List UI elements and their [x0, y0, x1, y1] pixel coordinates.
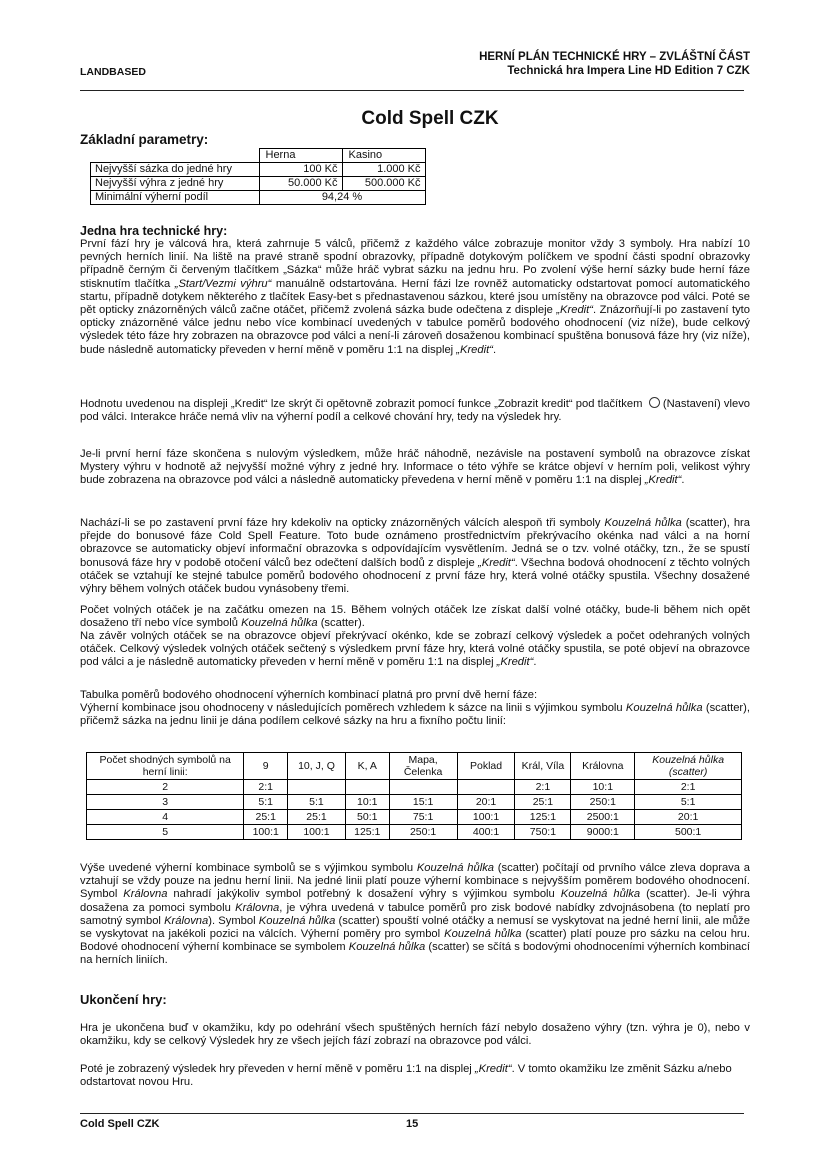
- payout-cell: 10:1: [345, 795, 389, 810]
- page-title: Cold Spell CZK: [361, 108, 499, 129]
- payout-cell: [389, 780, 457, 795]
- paytable: [86, 752, 742, 840]
- paytable-header: Kouzelná hůlka (scatter): [635, 753, 742, 780]
- paragraph-game-intro: První fází hry je válcová hra, která zahrnuje 5 válců, přičemž z každého válce zobrazuje monitor vždy 3 symboly. Hra nabízí 10 pevných herních linií. Na liště na pravé straně spodní obrazovky, případně dotykovým políčkem ve spodní části spodní obrazovky případně černým či červeným tlačítkem „Sázka“ může hráč vybrat sázku na jednu hru. Po zvolení výše herní sázky bude herní fáze stisknutím tlačítka „Start/Vezmi výhru“ manuálně odstartována. Herní fázi lze rovněž automaticky odstartovat pomocí automatického startu, případně dotykem některého z tlačítek Easy-bet s přednastavenou sázkou, které jsou umístěny na obrazovce pod válci. Poté se pět opticky znázorněných válců začne otáčet, přičemž zvolená sázka bude odečtena z displeje „Kredit“. Znázorňují-li po zastavení tyto opticky znázorněné válce jednu nebo více kombinací uvedených v tabulce poměrů bodového ohodnocení (viz níže), bude celkový výsledek této fáze hry zobrazen na obrazovce pod válci a není-li zároveň dosaženou kombinací spuštěna bonusová fáze hry (viz níže), bude následně automaticky převeden v herní měně v poměru 1:1 na displej „Kredit“.: [80, 238, 750, 356]
- payout-cell: 100:1: [457, 810, 515, 825]
- payout-cell: 2:1: [244, 780, 288, 795]
- paytable-header: Mapa, Čelenka: [389, 753, 457, 780]
- col-kasino: Kasino: [342, 149, 425, 163]
- basic-params-heading: Základní parametry:: [80, 132, 209, 147]
- game-section-heading: Jedna hra technické hry:: [80, 224, 228, 238]
- payout-cell: [288, 780, 346, 795]
- row-label: Nejvyšší sázka do jedné hry: [91, 163, 260, 177]
- payout-cell: 2:1: [635, 780, 742, 795]
- payout-cell: 5:1: [635, 795, 742, 810]
- paytable-header: Král, Víla: [515, 753, 571, 780]
- header-subtitle: Technická hra Impera Line HD Edition 7 CZK: [507, 65, 750, 77]
- settings-icon: [649, 397, 660, 408]
- value-kasino: 1.000 Kč: [342, 163, 425, 177]
- paytable-header: 10, J, Q: [288, 753, 346, 780]
- payout-cell: 125:1: [345, 825, 389, 840]
- payout-cell: 5:1: [288, 795, 346, 810]
- header-left: LANDBASED: [80, 66, 146, 78]
- col-herna: Herna: [259, 149, 342, 163]
- payout-cell: 2:1: [515, 780, 571, 795]
- paytable-row: [87, 810, 742, 825]
- paragraph-rules: Výše uvedené výherní kombinace symbolů se s výjimkou symbolu Kouzelná hůlka (scatter) počítají od prvního válce zleva doprava a vztahují se vždy pouze na jednu herní linii. Na jedné linii platí pouze výherní kombinace s nejvyšším poměrem bodového ohodnocení. Symbol Královna nahradí jakýkoliv symbol potřebný k dosažení výhry s výjimkou symbolu Kouzelná hůlka (scatter). Je-li výhra dosažena za pomoci symbolu Královna, je výhra uvedená v tabulce poměrů pro zisk bodové nabídky zdvojnásobena (to neplatí pro samotný symbol Královna). Symbol Kouzelná hůlka (scatter) spouští volné otáčky a nemusí se vyskytovat na jedné herní linii, ale může se vyskytovat na jakékoli pozici na válcích. Výherní poměry pro symbol Kouzelná hůlka (scatter) platí pouze pro sázku na celou hru. Bodové ohodnocení výherní kombinace se symbolem Kouzelná hůlka (scatter) se sčítá s bodovými ohodnoceními výherních kombinací na herních liniích.: [80, 862, 751, 967]
- footer-title: Cold Spell CZK: [80, 1118, 160, 1130]
- paytable-row: [87, 780, 742, 795]
- table-row: [91, 163, 426, 177]
- paragraph-mystery-win: Je-li první herní fáze skončena s nulovým výsledkem, může hráč náhodně, nezávisle na postavení symbolů na obrazovce získat Mystery výhru v hodnotě až nejvyšší možné výhry z jedné hry. Informace o této výhře se krátce objeví v herním poli, velikost výhry bude zobrazena na obrazovce pod válci a následně automaticky převedena v herní měně v poměru 1:1 na displej „Kredit“.: [80, 448, 750, 487]
- payout-cell: 15:1: [389, 795, 457, 810]
- paragraph-credit-display: Hodnotu uvedenou na displeji „Kredit“ lze skrýt či opětovně zobrazit pomocí funkce „Zobrazit kredit“ pod tlačítkem (Nastavení) vlevo pod válci. Interakce hráče nemá vliv na výherní podíl a celkové chování hry, tedy na výsledek hry.: [80, 398, 751, 424]
- table-row: [91, 177, 426, 191]
- row-label: Nejvyšší výhra z jedné hry: [91, 177, 260, 191]
- payout-cell: 20:1: [457, 795, 515, 810]
- paragraph-free-spins-end: Na závěr volných otáček se na obrazovce objeví překrývací okénko, kde se zobrazí celkový výsledek a počet odehraných volných otáček. Celkový výsledek volných otáček sečtený s výsledkem první fáze hry, která volné otáčky spustila, se poté objeví na obrazovce pod válci a je následně automaticky převeden v herní měně v poměru 1:1 na displej „Kredit“.: [80, 630, 750, 669]
- rtp-value: 94,24 %: [259, 191, 425, 205]
- payout-cell: 5:1: [244, 795, 288, 810]
- payout-cell: [457, 780, 515, 795]
- table-header-row: [91, 149, 426, 163]
- payout-cell: 75:1: [389, 810, 457, 825]
- value-herna: 50.000 Kč: [259, 177, 342, 191]
- row-label: Minimální výherní podíl: [91, 191, 260, 205]
- paytable-header: 9: [244, 753, 288, 780]
- payout-cell: 400:1: [457, 825, 515, 840]
- payout-cell: 2500:1: [571, 810, 635, 825]
- value-kasino: 500.000 Kč: [342, 177, 425, 191]
- payout-cell: 25:1: [288, 810, 346, 825]
- paytable-header-row: [87, 753, 742, 780]
- paragraph-free-spins-count: Počet volných otáček je na začátku omezen na 15. Během volných otáček lze získat další volné otáčky, bude-li během nich opět dosaženo tří nebo více symbolů Kouzelná hůlka (scatter).: [80, 604, 750, 630]
- symbol-count-cell: 4: [87, 810, 244, 825]
- payout-cell: 25:1: [244, 810, 288, 825]
- paytable-header: Počet shodných symbolů na herní linii:: [87, 753, 244, 780]
- paytable-row: [87, 795, 742, 810]
- symbol-count-cell: 5: [87, 825, 244, 840]
- symbol-count-cell: 3: [87, 795, 244, 810]
- paytable-header: Poklad: [457, 753, 515, 780]
- paytable-row: [87, 825, 742, 840]
- header-title: HERNÍ PLÁN TECHNICKÉ HRY – ZVLÁŠTNÍ ČÁST: [479, 51, 750, 63]
- payout-cell: 125:1: [515, 810, 571, 825]
- symbol-count-cell: 2: [87, 780, 244, 795]
- payout-cell: 20:1: [635, 810, 742, 825]
- paytable-header: K, A: [345, 753, 389, 780]
- payout-cell: 250:1: [389, 825, 457, 840]
- paytable-body: [87, 780, 742, 840]
- payout-cell: 50:1: [345, 810, 389, 825]
- end-section-heading: Ukončení hry:: [80, 992, 167, 1007]
- table-row: [91, 191, 426, 205]
- value-herna: 100 Kč: [259, 163, 342, 177]
- header-right: [479, 50, 750, 78]
- paytable-header: Královna: [571, 753, 635, 780]
- payout-cell: 250:1: [571, 795, 635, 810]
- payout-cell: 25:1: [515, 795, 571, 810]
- payout-cell: 10:1: [571, 780, 635, 795]
- payout-cell: 500:1: [635, 825, 742, 840]
- payout-cell: 100:1: [288, 825, 346, 840]
- payout-cell: 9000:1: [571, 825, 635, 840]
- paragraph-paytable-intro: Tabulka poměrů bodového ohodnocení výherních kombinací platná pro první dvě herní fáze:: [80, 689, 538, 701]
- payout-cell: 750:1: [515, 825, 571, 840]
- payout-cell: 100:1: [244, 825, 288, 840]
- footer-divider: [80, 1113, 744, 1114]
- basic-params-table: [90, 148, 426, 205]
- page-number: 15: [406, 1118, 419, 1130]
- header-divider: [80, 90, 744, 91]
- paragraph-game-end: Hra je ukončena buď v okamžiku, kdy po odehrání všech spuštěných herních fází nebylo dosaženo výhry (tzn. výhra je 0), nebo v okamžiku, kdy se celkový Výsledek hry ze všech jejích fází zobrazí na obrazovce pod válci.: [80, 1022, 750, 1048]
- paragraph-credit-transfer: Poté je zobrazený výsledek hry převeden v herní měně v poměru 1:1 na displej „Kredit“. V tomto okamžiku lze změnit Sázku a/nebo odstartovat novou Hru.: [80, 1063, 732, 1089]
- payout-cell: [345, 780, 389, 795]
- paragraph-paytable-note: Výherní kombinace jsou ohodnoceny v následujících poměrech vzhledem k sázce na linii s výjimkou symbolu Kouzelná hůlka (scatter), přičemž sázka na jednu linii je dána podílem celkové sázky na hru a fixního počtu linií:: [80, 702, 750, 728]
- paragraph-bonus-feature: Nachází-li se po zastavení první fáze hry kdekoliv na opticky znázorněných válcích alespoň tři symboly Kouzelná hůlka (scatter), hra přejde do bonusové fáze Cold Spell Feature. Toto bude oznámeno prostřednictvím překrývacího okénka nad válci a na horní obrazovce se automaticky objeví informační obrazovka s odpovídajícím vysvětlením. Jedná se o tzv. volné otáčky, tzn., že se spustí bonusová fáze hry v podobě otočení válců bez odečtení dalších bodů z displeje „Kredit“. Všechna bodová ohodnocení z těchto volných otáček se vztahují ke stejné tabulce poměrů bodového ohodnocení z první fáze hry, která volné otáčky spustila. Všechny dosažené výhry během volných otáček budou vynásobeny třemi.: [80, 517, 751, 596]
